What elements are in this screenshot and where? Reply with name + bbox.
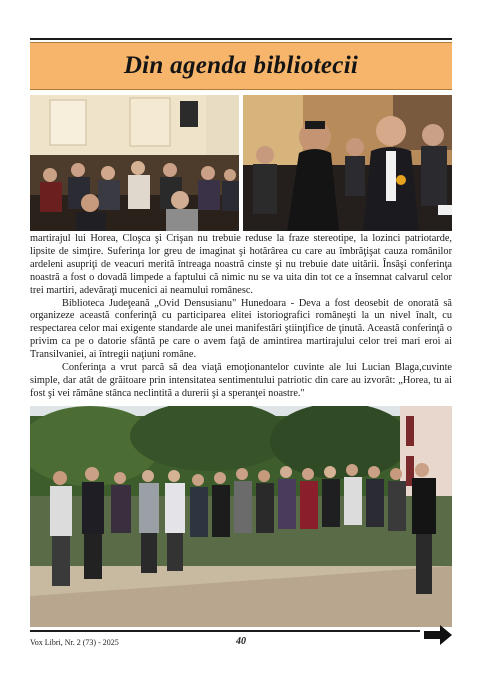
title-banner bbox=[30, 42, 452, 90]
page-title: Din agenda bibliotecii bbox=[123, 52, 359, 79]
publication-info: Vox Libri, Nr. 2 (73) - 2025 bbox=[30, 638, 119, 647]
paragraph-1: martirajul lui Horea, Cloşca şi Crişan nu trebuie reduse la fraze stereotipe, la lozinci patriotarde, lipsite de simţire. Suferinţa lor greu de imaginat şi hotărârea cu care au îmbrăţişat cauza românilor ardeleni asupriţi de veacuri merită întreaga noastră cinste şi nu trebuie date uitării. Însăşi conferinţa noastră a fost o dovadă limpede a faptului că nimic nu se va uita din tot ce a însemnat calvarul celor trei martiri, adevăraţi mucenici ai neamului românesc. bbox=[30, 233, 452, 296]
paragraph-3: Conferinţa a vrut parcă să dea viaţă emoţionantelor cuvinte ale lui Lucian Blaga,cuvinte simple, dar atât de grăitoare prin intensitatea sentimentului patriotic din care au izvorât: „Horea, tu ai fost şi vei rămâne stânca neclintită a durerii şi a speranţei noastre." bbox=[30, 362, 452, 399]
page-number: 40 bbox=[236, 636, 246, 647]
header-rule bbox=[30, 38, 452, 40]
footer-rule bbox=[30, 630, 420, 632]
paragraph-2: Biblioteca Judeţeană „Ovid Densusianu" Hunedoara - Deva a fost deosebit de onorată să organizeze această conferinţă cu participarea elitei istoriografici româneşti la un nivel înalt, cu respectarea celor mai exigente standarde ale unei manifestări ştiinţifice de ţinută. Această conferinţă o privim ca pe o datorie sfântă pe care o avem faţă de amintirea martirajului celor trei mari eroi ai Transilvaniei, ai întregii naţiuni române. bbox=[30, 297, 452, 361]
article-body bbox=[30, 233, 452, 401]
photo-group bbox=[30, 406, 452, 627]
arrow-right-icon[interactable] bbox=[424, 625, 452, 645]
photo-officials bbox=[243, 95, 452, 231]
photo-audience bbox=[30, 95, 239, 231]
